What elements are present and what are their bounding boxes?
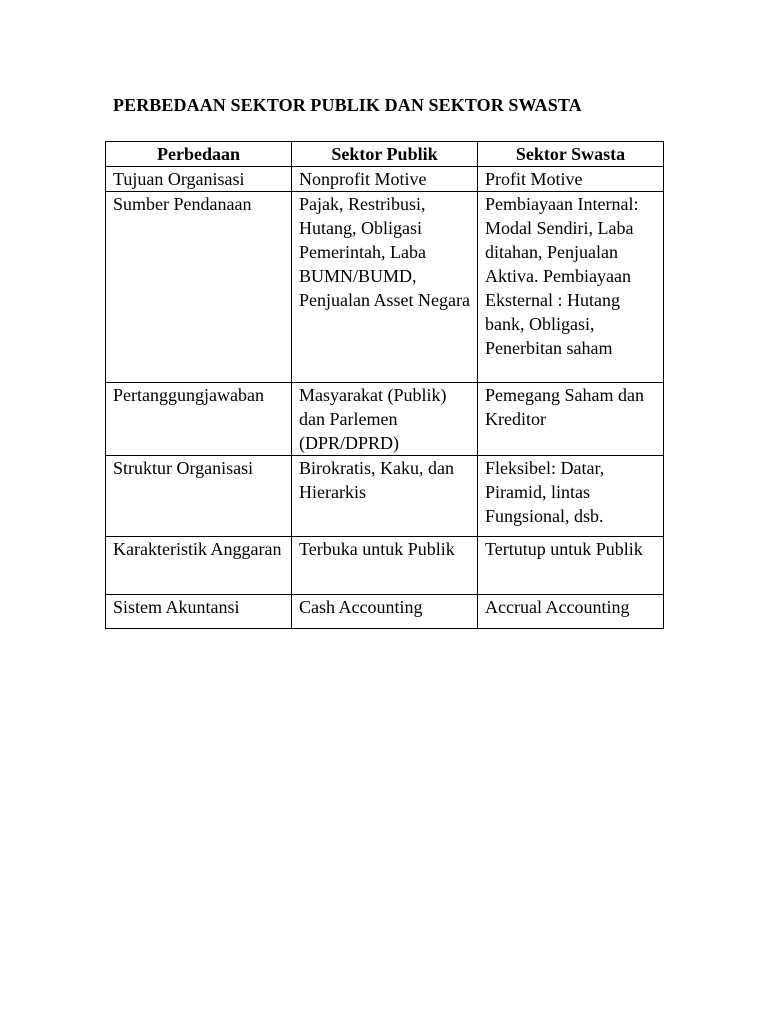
table-row <box>106 383 664 456</box>
comparison-table <box>105 141 664 629</box>
cell-aspect: Struktur Organisasi <box>106 456 292 537</box>
header-sektor-publik: Sektor Publik <box>292 142 478 167</box>
cell-swasta: Tertutup untuk Publik <box>478 537 664 595</box>
table-row <box>106 456 664 537</box>
cell-publik: Masyarakat (Publik) dan Parlemen (DPR/DPRD) <box>292 383 478 456</box>
cell-swasta: Pemegang Saham dan Kreditor <box>478 383 664 456</box>
cell-aspect: Karakteristik Anggaran <box>106 537 292 595</box>
cell-publik: Cash Accounting <box>292 595 478 629</box>
table-row <box>106 595 664 629</box>
cell-swasta: Profit Motive <box>478 167 664 192</box>
table-header-row <box>106 142 664 167</box>
cell-publik: Pajak, Restribusi, Hutang, Obligasi Pemerintah, Laba BUMN/BUMD, Penjualan Asset Negara <box>292 192 478 383</box>
cell-aspect: Tujuan Organisasi <box>106 167 292 192</box>
cell-aspect: Sumber Pendanaan <box>106 192 292 383</box>
cell-publik: Terbuka untuk Publik <box>292 537 478 595</box>
cell-aspect: Sistem Akuntansi <box>106 595 292 629</box>
cell-publik: Nonprofit Motive <box>292 167 478 192</box>
cell-aspect: Pertanggungjawaban <box>106 383 292 456</box>
cell-swasta: Fleksibel: Datar, Piramid, lintas Fungsional, dsb. <box>478 456 664 537</box>
table-row <box>106 167 664 192</box>
table-row <box>106 192 664 383</box>
table-row <box>106 537 664 595</box>
header-sektor-swasta: Sektor Swasta <box>478 142 664 167</box>
document-title: PERBEDAAN SEKTOR PUBLIK DAN SEKTOR SWASTA <box>113 95 582 115</box>
cell-swasta: Accrual Accounting <box>478 595 664 629</box>
cell-swasta: Pembiayaan Internal: Modal Sendiri, Laba ditahan, Penjualan Aktiva. Pembiayaan Eksternal : Hutang bank, Obligasi, Penerbitan saham <box>478 192 664 383</box>
header-perbedaan: Perbedaan <box>106 142 292 167</box>
cell-publik: Birokratis, Kaku, dan Hierarkis <box>292 456 478 537</box>
